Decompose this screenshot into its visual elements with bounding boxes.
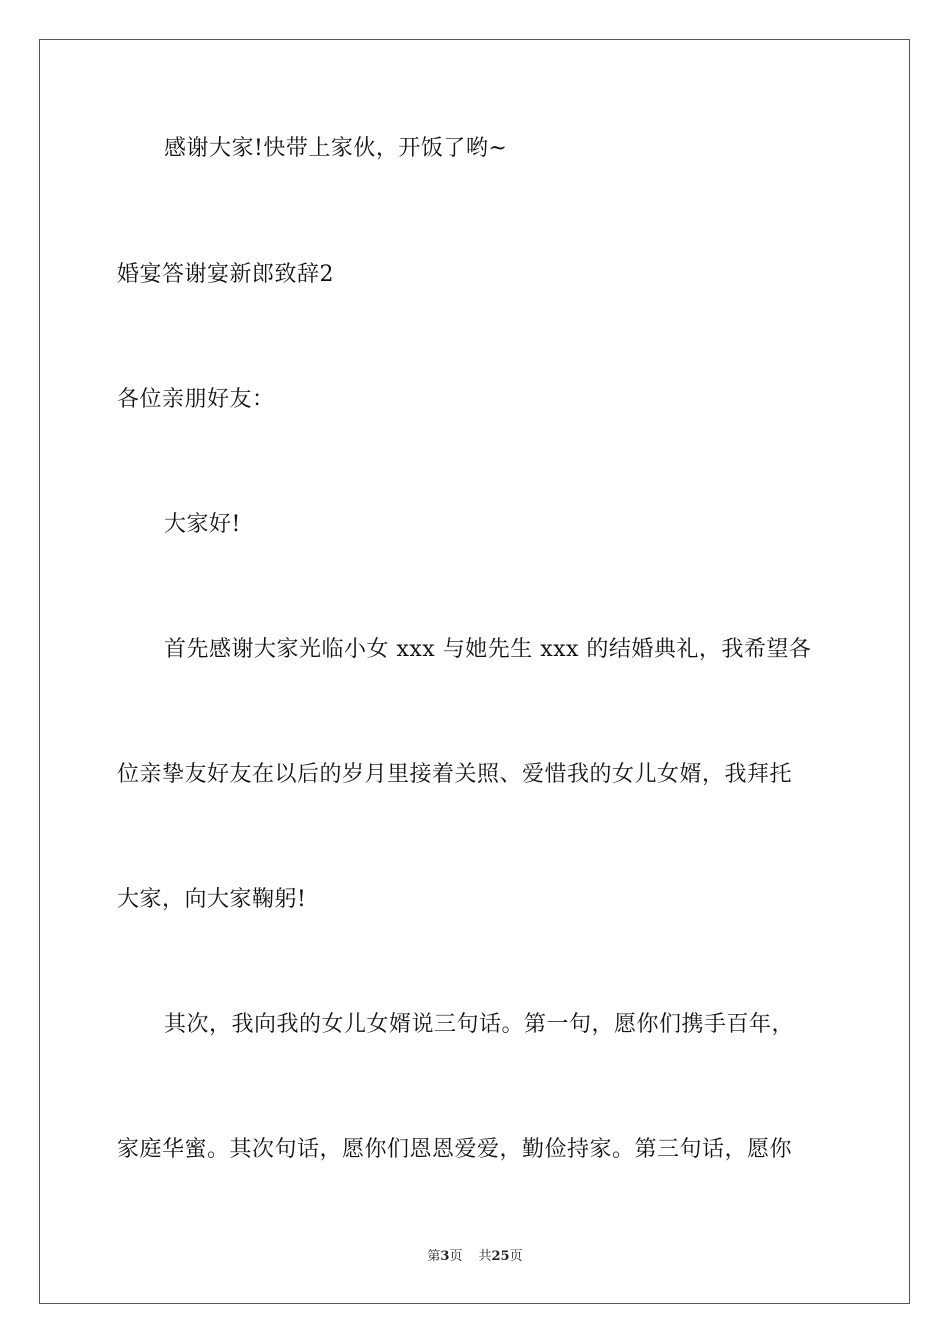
page-number: 3 bbox=[440, 1249, 450, 1264]
page-border bbox=[39, 39, 910, 1304]
total-suffix: 页 bbox=[509, 1249, 523, 1264]
total-pages: 25 bbox=[491, 1249, 510, 1264]
page-suffix: 页 bbox=[449, 1249, 463, 1264]
paragraph-line-3: 位亲挚友好友在以后的岁月里接着关照、爱惜我的女儿女婿，我拜托 bbox=[117, 762, 793, 787]
paragraph-line-1: 感谢大家!快带上家伙，开饭了哟~ bbox=[164, 136, 508, 161]
total-prefix: 共 bbox=[478, 1249, 492, 1264]
section-heading: 婚宴答谢宴新郎致辞2 bbox=[117, 262, 334, 287]
salutation: 各位亲朋好友： bbox=[117, 387, 275, 412]
paragraph-line-4: 大家，向大家鞠躬! bbox=[117, 887, 307, 912]
paragraph-line-2: 首先感谢大家光临小女 xxx 与她先生 xxx 的结婚典礼，我希望各 bbox=[164, 637, 812, 662]
paragraph-line-5: 其次，我向我的女儿女婿说三句话。第一句，愿你们携手百年， bbox=[164, 1012, 795, 1037]
greeting: 大家好! bbox=[164, 512, 241, 537]
page-footer bbox=[0, 1248, 950, 1266]
paragraph-line-6: 家庭华蜜。其次句话，愿你们恩恩爱爱，勤俭持家。第三句话，愿你 bbox=[117, 1137, 793, 1162]
page-prefix: 第 bbox=[427, 1249, 441, 1264]
